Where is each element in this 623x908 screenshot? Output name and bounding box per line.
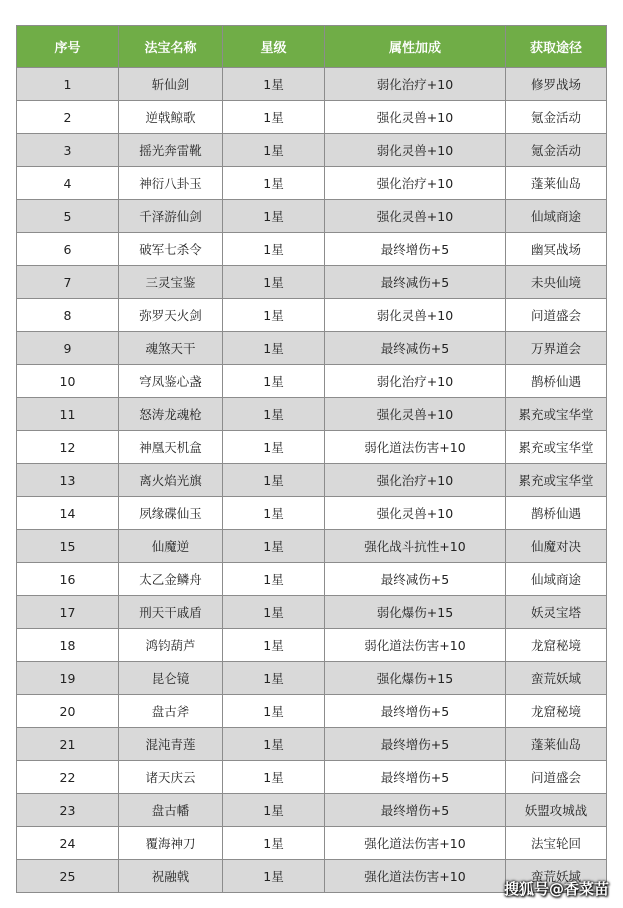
cell-attribute-bonus: 最终减伤+5	[325, 266, 506, 299]
header-source: 获取途径	[506, 26, 607, 68]
table-row	[17, 200, 607, 233]
cell-index: 23	[17, 794, 119, 827]
cell-index: 16	[17, 563, 119, 596]
cell-index: 18	[17, 629, 119, 662]
table-row	[17, 596, 607, 629]
cell-source: 幽冥战场	[506, 233, 607, 266]
cell-source: 法宝轮回	[506, 827, 607, 860]
cell-attribute-bonus: 最终减伤+5	[325, 332, 506, 365]
cell-source: 仙域商途	[506, 563, 607, 596]
cell-treasure-name: 神凰天机盒	[119, 431, 223, 464]
cell-source: 妖灵宝塔	[506, 596, 607, 629]
cell-star-level: 1星	[223, 431, 325, 464]
cell-attribute-bonus: 弱化灵兽+10	[325, 299, 506, 332]
cell-star-level: 1星	[223, 662, 325, 695]
cell-treasure-name: 摇光奔雷靴	[119, 134, 223, 167]
cell-index: 10	[17, 365, 119, 398]
cell-index: 8	[17, 299, 119, 332]
cell-source: 蓬莱仙岛	[506, 167, 607, 200]
cell-treasure-name: 覆海神刀	[119, 827, 223, 860]
cell-star-level: 1星	[223, 233, 325, 266]
table-row	[17, 728, 607, 761]
cell-index: 14	[17, 497, 119, 530]
table-row	[17, 365, 607, 398]
cell-index: 20	[17, 695, 119, 728]
cell-index: 19	[17, 662, 119, 695]
cell-star-level: 1星	[223, 695, 325, 728]
table-row	[17, 563, 607, 596]
cell-index: 12	[17, 431, 119, 464]
cell-treasure-name: 穹凤鉴心盏	[119, 365, 223, 398]
cell-index: 9	[17, 332, 119, 365]
table-row	[17, 662, 607, 695]
cell-source: 累充或宝华堂	[506, 398, 607, 431]
cell-attribute-bonus: 弱化爆伤+15	[325, 596, 506, 629]
cell-attribute-bonus: 弱化道法伤害+10	[325, 431, 506, 464]
table-row	[17, 332, 607, 365]
cell-source: 鹊桥仙遇	[506, 497, 607, 530]
cell-source: 蛮荒妖域	[506, 860, 607, 893]
cell-star-level: 1星	[223, 563, 325, 596]
cell-star-level: 1星	[223, 596, 325, 629]
cell-star-level: 1星	[223, 464, 325, 497]
table-row	[17, 398, 607, 431]
table-row	[17, 101, 607, 134]
cell-treasure-name: 三灵宝鉴	[119, 266, 223, 299]
cell-attribute-bonus: 强化灵兽+10	[325, 497, 506, 530]
cell-index: 17	[17, 596, 119, 629]
cell-attribute-bonus: 强化灵兽+10	[325, 101, 506, 134]
table-row	[17, 497, 607, 530]
cell-attribute-bonus: 强化灵兽+10	[325, 398, 506, 431]
cell-index: 1	[17, 68, 119, 101]
cell-source: 问道盛会	[506, 299, 607, 332]
cell-star-level: 1星	[223, 365, 325, 398]
table-row	[17, 233, 607, 266]
cell-treasure-name: 千泽游仙剑	[119, 200, 223, 233]
cell-index: 6	[17, 233, 119, 266]
cell-treasure-name: 弥罗天火剑	[119, 299, 223, 332]
table-row	[17, 761, 607, 794]
cell-attribute-bonus: 强化爆伤+15	[325, 662, 506, 695]
cell-treasure-name: 斩仙剑	[119, 68, 223, 101]
cell-treasure-name: 鸿钧葫芦	[119, 629, 223, 662]
cell-source: 修罗战场	[506, 68, 607, 101]
table-row	[17, 266, 607, 299]
cell-index: 2	[17, 101, 119, 134]
cell-source: 氪金活动	[506, 134, 607, 167]
table-row	[17, 134, 607, 167]
cell-treasure-name: 祝融戟	[119, 860, 223, 893]
cell-star-level: 1星	[223, 761, 325, 794]
header-attribute-bonus: 属性加成	[325, 26, 506, 68]
cell-star-level: 1星	[223, 200, 325, 233]
cell-index: 3	[17, 134, 119, 167]
table-body	[17, 68, 607, 893]
cell-treasure-name: 逆戟鲸歌	[119, 101, 223, 134]
cell-attribute-bonus: 弱化治疗+10	[325, 365, 506, 398]
cell-source: 蓬莱仙岛	[506, 728, 607, 761]
table-header	[17, 26, 607, 68]
cell-attribute-bonus: 最终增伤+5	[325, 728, 506, 761]
cell-treasure-name: 离火焰光旗	[119, 464, 223, 497]
cell-index: 15	[17, 530, 119, 563]
cell-star-level: 1星	[223, 827, 325, 860]
treasure-table	[16, 25, 607, 893]
cell-attribute-bonus: 强化道法伤害+10	[325, 860, 506, 893]
cell-star-level: 1星	[223, 68, 325, 101]
cell-star-level: 1星	[223, 101, 325, 134]
cell-star-level: 1星	[223, 728, 325, 761]
cell-star-level: 1星	[223, 398, 325, 431]
cell-index: 7	[17, 266, 119, 299]
cell-treasure-name: 夙缘碟仙玉	[119, 497, 223, 530]
table-row	[17, 629, 607, 662]
cell-treasure-name: 魂煞天干	[119, 332, 223, 365]
cell-index: 22	[17, 761, 119, 794]
cell-attribute-bonus: 最终增伤+5	[325, 695, 506, 728]
cell-attribute-bonus: 弱化灵兽+10	[325, 134, 506, 167]
cell-star-level: 1星	[223, 266, 325, 299]
cell-source: 氪金活动	[506, 101, 607, 134]
header-star-level: 星级	[223, 26, 325, 68]
treasure-table-container	[16, 25, 606, 893]
cell-index: 4	[17, 167, 119, 200]
cell-index: 5	[17, 200, 119, 233]
cell-star-level: 1星	[223, 530, 325, 563]
cell-treasure-name: 怒涛龙魂枪	[119, 398, 223, 431]
cell-star-level: 1星	[223, 332, 325, 365]
cell-source: 鹊桥仙遇	[506, 365, 607, 398]
cell-star-level: 1星	[223, 860, 325, 893]
table-row	[17, 695, 607, 728]
cell-treasure-name: 太乙金鳞舟	[119, 563, 223, 596]
cell-source: 累充或宝华堂	[506, 431, 607, 464]
table-row	[17, 167, 607, 200]
cell-index: 11	[17, 398, 119, 431]
cell-index: 13	[17, 464, 119, 497]
cell-treasure-name: 破军七杀令	[119, 233, 223, 266]
cell-treasure-name: 诸天庆云	[119, 761, 223, 794]
cell-index: 24	[17, 827, 119, 860]
cell-star-level: 1星	[223, 497, 325, 530]
cell-source: 仙域商途	[506, 200, 607, 233]
cell-source: 龙窟秘境	[506, 695, 607, 728]
header-row	[17, 26, 607, 68]
table-row	[17, 299, 607, 332]
header-treasure-name: 法宝名称	[119, 26, 223, 68]
cell-source: 蛮荒妖域	[506, 662, 607, 695]
cell-star-level: 1星	[223, 134, 325, 167]
cell-source: 仙魔对决	[506, 530, 607, 563]
cell-attribute-bonus: 最终增伤+5	[325, 761, 506, 794]
cell-attribute-bonus: 强化治疗+10	[325, 167, 506, 200]
cell-attribute-bonus: 最终增伤+5	[325, 794, 506, 827]
table-row	[17, 464, 607, 497]
cell-star-level: 1星	[223, 299, 325, 332]
cell-index: 25	[17, 860, 119, 893]
cell-treasure-name: 盘古幡	[119, 794, 223, 827]
table-row	[17, 827, 607, 860]
cell-index: 21	[17, 728, 119, 761]
cell-treasure-name: 刑天干戚盾	[119, 596, 223, 629]
cell-attribute-bonus: 强化灵兽+10	[325, 200, 506, 233]
cell-attribute-bonus: 弱化道法伤害+10	[325, 629, 506, 662]
cell-source: 问道盛会	[506, 761, 607, 794]
cell-source: 累充或宝华堂	[506, 464, 607, 497]
cell-attribute-bonus: 强化战斗抗性+10	[325, 530, 506, 563]
table-row	[17, 530, 607, 563]
cell-treasure-name: 神衍八卦玉	[119, 167, 223, 200]
table-row	[17, 68, 607, 101]
cell-source: 龙窟秘境	[506, 629, 607, 662]
cell-attribute-bonus: 最终减伤+5	[325, 563, 506, 596]
cell-treasure-name: 盘古斧	[119, 695, 223, 728]
cell-source: 妖盟攻城战	[506, 794, 607, 827]
header-index: 序号	[17, 26, 119, 68]
cell-attribute-bonus: 强化治疗+10	[325, 464, 506, 497]
table-row	[17, 794, 607, 827]
cell-source: 未央仙境	[506, 266, 607, 299]
table-row	[17, 431, 607, 464]
cell-attribute-bonus: 弱化治疗+10	[325, 68, 506, 101]
cell-star-level: 1星	[223, 167, 325, 200]
cell-attribute-bonus: 强化道法伤害+10	[325, 827, 506, 860]
cell-treasure-name: 仙魔逆	[119, 530, 223, 563]
cell-star-level: 1星	[223, 794, 325, 827]
cell-source: 万界道会	[506, 332, 607, 365]
cell-star-level: 1星	[223, 629, 325, 662]
cell-treasure-name: 昆仑镜	[119, 662, 223, 695]
cell-attribute-bonus: 最终增伤+5	[325, 233, 506, 266]
watermark: 搜狐号@香菜苗	[503, 880, 609, 898]
cell-treasure-name: 混沌青莲	[119, 728, 223, 761]
